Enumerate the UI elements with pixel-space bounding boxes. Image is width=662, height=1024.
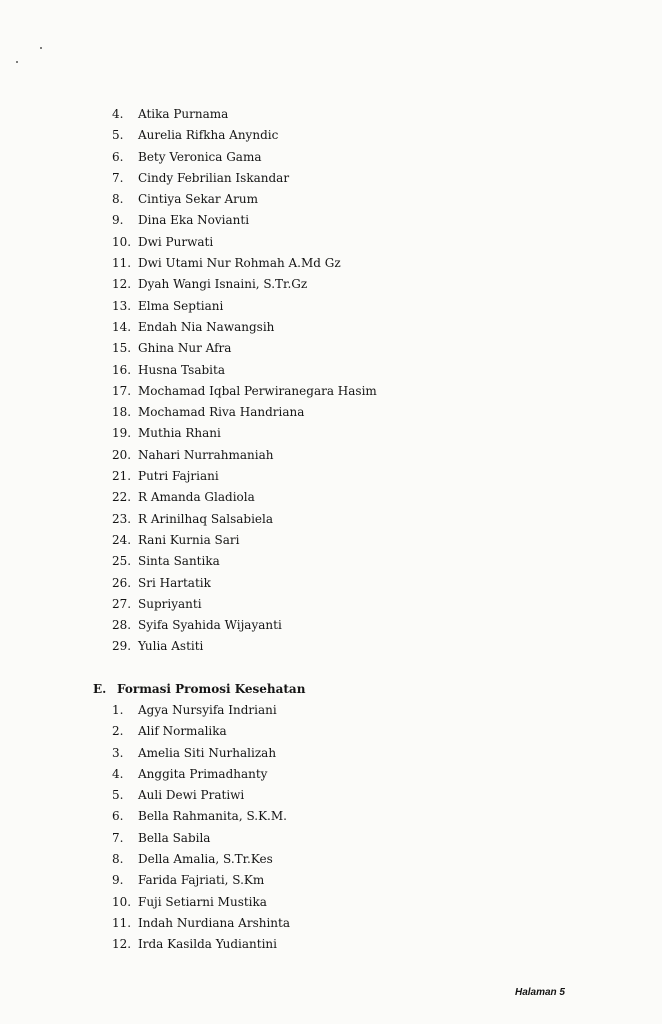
list-item-name: R Arinilhaq Salsabiela: [138, 511, 274, 526]
list-item: [112, 849, 290, 870]
list-item: [112, 870, 290, 891]
list-item-number: 8.: [112, 852, 124, 867]
list-item-name: Amelia Siti Nurhalizah: [138, 745, 277, 760]
list-item: [112, 168, 377, 189]
list-item: [112, 402, 377, 423]
first-name-list: [112, 104, 377, 658]
list-item-number: 6.: [112, 149, 124, 164]
list-item-number: 4.: [112, 107, 124, 121]
list-item-name: Nahari Nurrahmaniah: [138, 447, 274, 462]
list-item: [112, 147, 377, 168]
list-item-number: 15.: [112, 341, 132, 356]
list-item-number: 19.: [112, 426, 132, 441]
list-item-name: Elma Septiani: [138, 298, 224, 313]
list-item-name: Bella Sabila: [138, 830, 211, 845]
list-item-number: 23.: [112, 511, 132, 526]
list-item: [112, 445, 377, 466]
list-item-name: Alif Normalika: [138, 724, 227, 739]
list-item-name: Mochamad Iqbal Perwiranegara Hasim: [138, 383, 377, 398]
list-item-name: Endah Nia Nawangsih: [138, 319, 275, 334]
list-item: [112, 210, 377, 231]
list-item-name: Farida Fajriati, S.Km: [138, 873, 265, 888]
list-item-number: 17.: [112, 383, 132, 398]
list-item-name: Agya Nursyifa Indriani: [138, 703, 277, 717]
list-item: [112, 785, 290, 806]
list-item: [112, 615, 377, 636]
list-item-name: Aurelia Rifkha Anyndic: [138, 128, 279, 143]
list-item-name: Anggita Primadhanty: [138, 766, 268, 781]
list-item-number: 20.: [112, 447, 132, 462]
list-item-name: Syifa Syahida Wijayanti: [138, 618, 282, 633]
list-item-number: 2.: [112, 724, 124, 739]
list-item-number: 7.: [112, 170, 124, 185]
list-item-name: Della Amalia, S.Tr.Kes: [138, 852, 273, 867]
list-item-name: Yulia Astiti: [138, 639, 204, 654]
list-item: [112, 828, 290, 849]
list-item-number: 8.: [112, 192, 124, 207]
list-item-number: 10.: [112, 234, 132, 249]
list-item: [112, 338, 377, 359]
list-item: [112, 360, 377, 381]
scan-speck: [40, 47, 42, 49]
list-item-number: 4.: [112, 766, 124, 781]
list-item-name: Sri Hartatik: [138, 575, 211, 590]
list-item-name: Dwi Utami Nur Rohmah A.Md Gz: [138, 256, 341, 271]
list-item-number: 26.: [112, 575, 132, 590]
list-item-name: R Amanda Gladiola: [138, 490, 255, 505]
list-item: [112, 551, 377, 572]
list-item-name: Sinta Santika: [138, 554, 220, 569]
list-item: [112, 721, 290, 742]
section-e-heading: [93, 679, 305, 700]
list-item-number: 5.: [112, 128, 124, 143]
list-item-number: 11.: [112, 256, 132, 271]
section-e-name-list: [112, 700, 290, 956]
list-item: [112, 487, 377, 508]
list-item-number: 14.: [112, 319, 132, 334]
scan-speck: [16, 61, 18, 63]
list-item-number: 27.: [112, 596, 132, 611]
list-item-number: 25.: [112, 554, 132, 569]
list-item: [112, 530, 377, 551]
list-item-name: Ghina Nur Afra: [138, 341, 232, 356]
list-item-name: Irda Kasilda Yudiantini: [138, 937, 277, 952]
list-item: [112, 700, 290, 721]
list-item-name: Atika Purnama: [138, 107, 229, 121]
list-item: [112, 636, 377, 657]
list-item-name: Dwi Purwati: [138, 234, 214, 249]
list-item-number: 28.: [112, 618, 132, 633]
list-item-number: 6.: [112, 809, 124, 824]
list-item: [112, 594, 377, 615]
list-item-number: 7.: [112, 830, 124, 845]
list-item-number: 18.: [112, 405, 132, 420]
list-item-name: Auli Dewi Pratiwi: [138, 788, 245, 803]
list-item: [112, 913, 290, 934]
list-item-name: Mochamad Riva Handriana: [138, 405, 305, 420]
list-item: [112, 466, 377, 487]
list-item-name: Rani Kurnia Sari: [138, 532, 240, 547]
list-item: [112, 423, 377, 444]
list-item: [112, 934, 290, 955]
list-item: [112, 274, 377, 295]
list-item-number: 22.: [112, 490, 132, 505]
list-item: [112, 509, 377, 530]
section-e-title: Formasi Promosi Kesehatan: [117, 682, 306, 696]
list-item: [112, 764, 290, 785]
section-e-letter: E.: [93, 682, 107, 696]
list-item-number: 16.: [112, 362, 132, 377]
list-item: [112, 743, 290, 764]
list-item-number: 21.: [112, 469, 132, 484]
list-item: [112, 381, 377, 402]
list-item: [112, 892, 290, 913]
list-item: [112, 317, 377, 338]
list-item: [112, 573, 377, 594]
list-item-number: 9.: [112, 213, 124, 228]
list-item-number: 1.: [112, 703, 124, 717]
list-item-name: Supriyanti: [138, 596, 202, 611]
list-item-number: 12.: [112, 937, 132, 952]
list-item-number: 12.: [112, 277, 132, 292]
list-item: [112, 232, 377, 253]
list-item-name: Bety Veronica Gama: [138, 149, 262, 164]
list-item-name: Indah Nurdiana Arshinta: [138, 915, 291, 930]
list-item-name: Cintiya Sekar Arum: [138, 192, 258, 207]
list-item: [112, 104, 377, 125]
list-item-number: 3.: [112, 745, 124, 760]
list-item-number: 29.: [112, 639, 132, 654]
list-item: [112, 296, 377, 317]
list-item: [112, 253, 377, 274]
list-item-number: 10.: [112, 894, 132, 909]
list-item: [112, 189, 377, 210]
list-item: [112, 125, 377, 146]
list-item-name: Fuji Setiarni Mustika: [138, 894, 267, 909]
list-item-name: Bella Rahmanita, S.K.M.: [138, 809, 287, 824]
list-item-number: 11.: [112, 915, 132, 930]
list-item-name: Dina Eka Novianti: [138, 213, 250, 228]
list-item-number: 9.: [112, 873, 124, 888]
list-item: [112, 806, 290, 827]
list-item-name: Cindy Febrilian Iskandar: [138, 170, 290, 185]
list-item-name: Muthia Rhani: [138, 426, 221, 441]
list-item-name: Putri Fajriani: [138, 469, 219, 484]
list-item-number: 13.: [112, 298, 132, 313]
list-item-name: Husna Tsabita: [138, 362, 225, 377]
page-number-footer: Halaman 5: [514, 987, 565, 998]
list-item-number: 24.: [112, 532, 132, 547]
list-item-name: Dyah Wangi Isnaini, S.Tr.Gz: [138, 277, 308, 292]
list-item-number: 5.: [112, 788, 124, 803]
